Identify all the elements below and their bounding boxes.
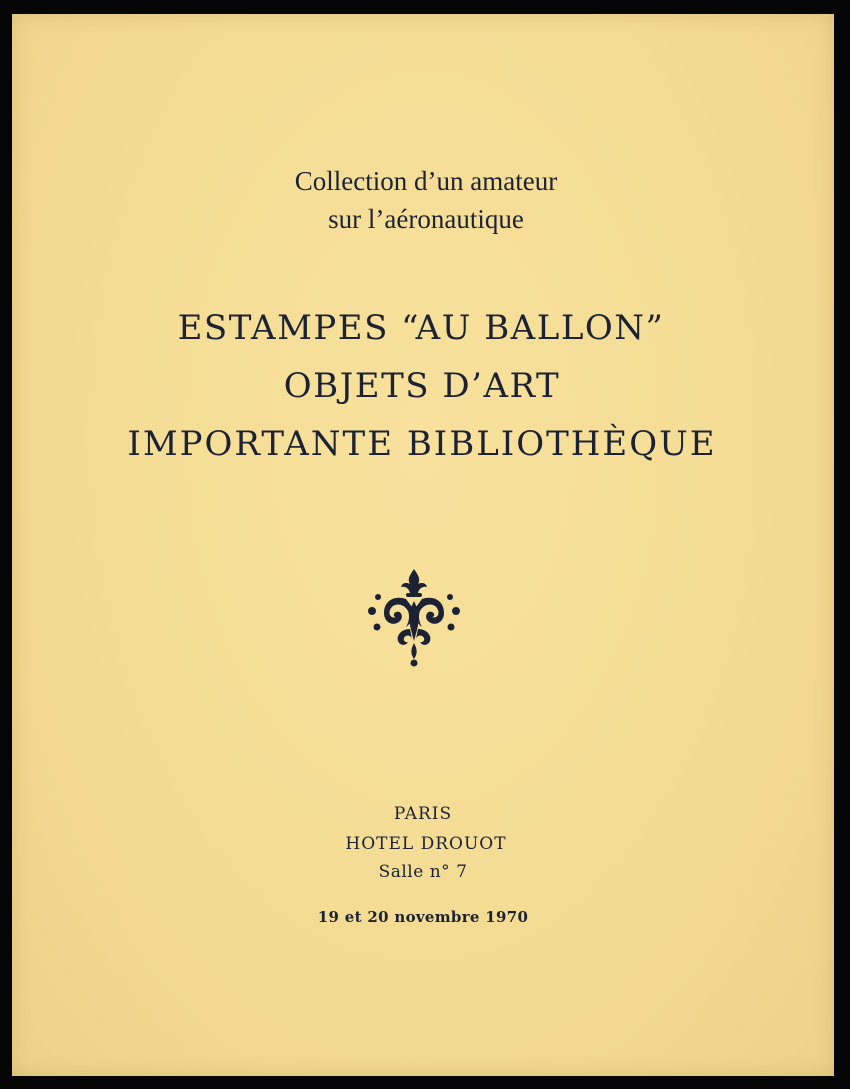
city-label: PARIS bbox=[393, 804, 453, 824]
title-objets-dart: OBJETS D’ART bbox=[283, 366, 561, 406]
catalogue-cover bbox=[12, 14, 834, 1076]
venue-label: HOTEL DROUOT bbox=[345, 834, 507, 854]
fleuron-ornament-icon bbox=[366, 567, 462, 667]
room-label: Salle n° 7 bbox=[378, 862, 468, 882]
collection-subtitle-line2: sur l’aéronautique bbox=[328, 204, 524, 234]
title-bibliotheque: IMPORTANTE BIBLIOTHÈQUE bbox=[127, 424, 717, 464]
title-estampes: ESTAMPES “AU BALLON” bbox=[177, 308, 665, 348]
collection-subtitle-line1: Collection d’un amateur bbox=[294, 166, 558, 196]
sale-dates: 19 et 20 novembre 1970 bbox=[317, 908, 529, 926]
